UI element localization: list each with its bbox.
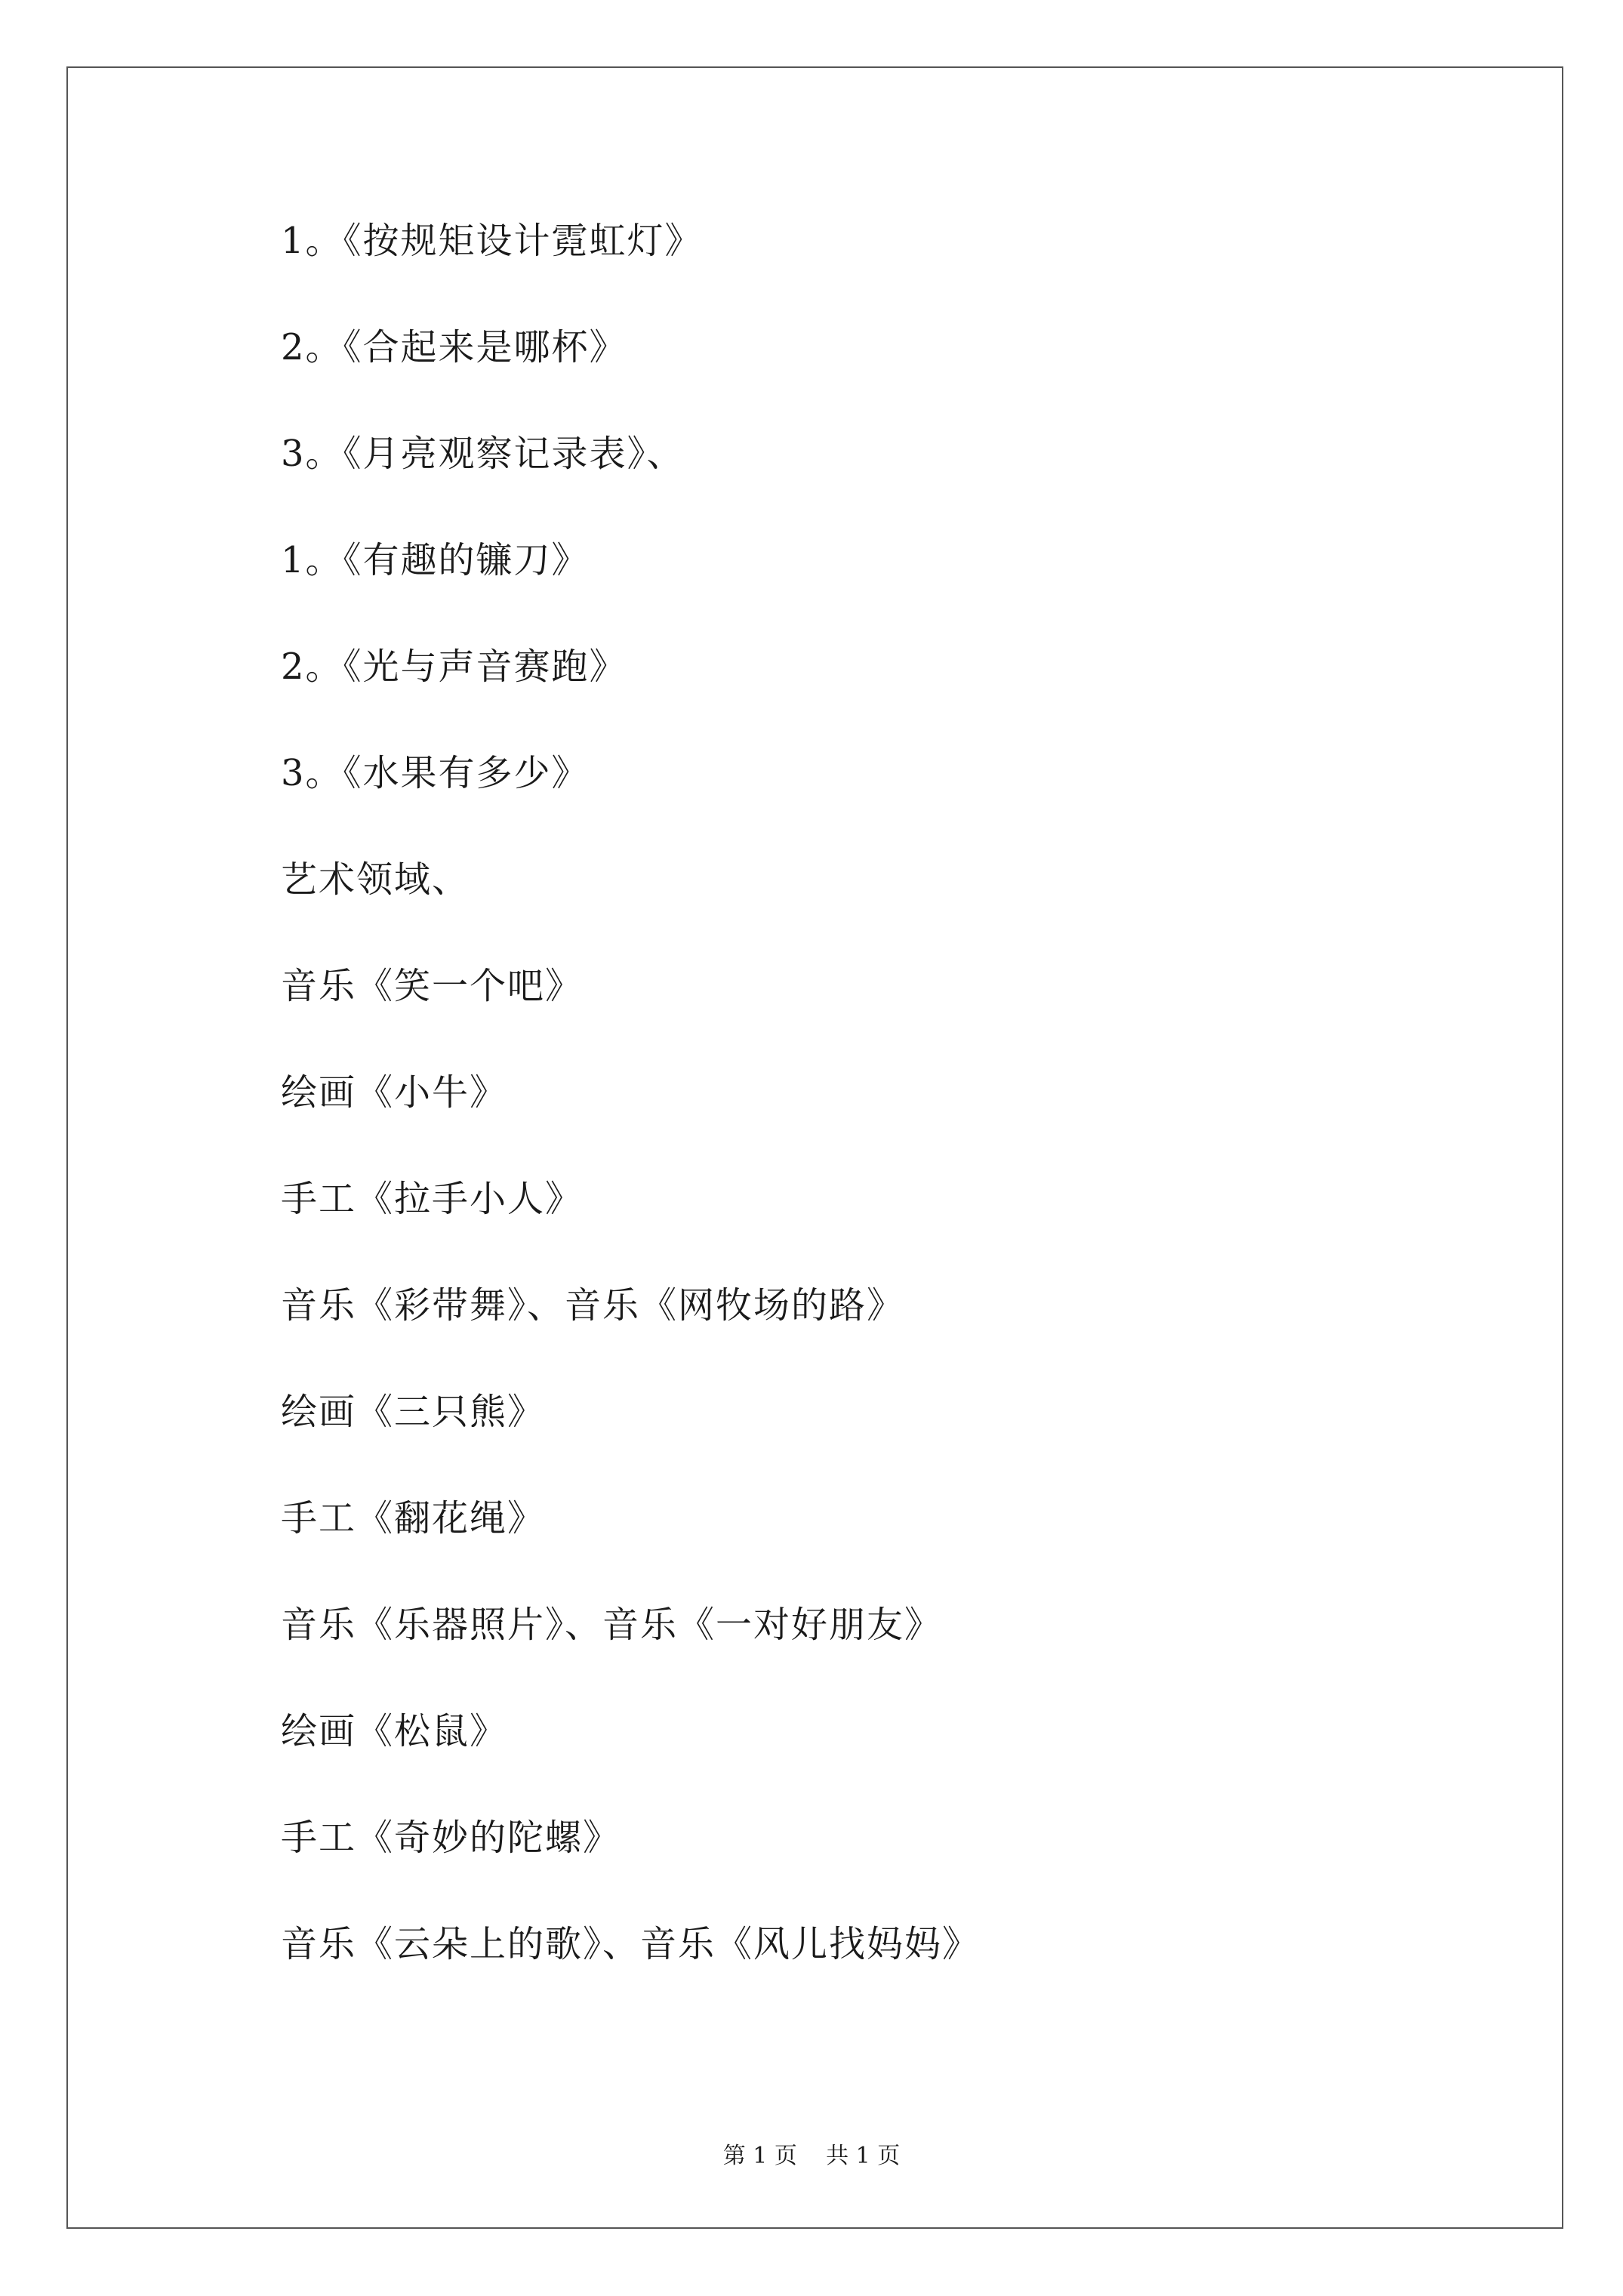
text-line-8: 音乐《笑一个吧》 [281, 965, 584, 1007]
text-line-15: 绘画《松鼠》 [281, 1710, 508, 1752]
text-line-4: 1。《有趣的镰刀》 [281, 539, 590, 581]
text-line-14: 音乐《乐器照片》、音乐《一对好朋友》 [281, 1604, 943, 1646]
text-line-10: 手工《拉手小人》 [281, 1178, 584, 1220]
text-line-9: 绘画《小牛》 [281, 1071, 508, 1114]
text-line-11: 音乐《彩带舞》、音乐《网牧场的路》 [281, 1284, 905, 1327]
text-line-5: 2。《光与声音赛跑》 [281, 646, 627, 688]
text-line-13: 手工《翻花绳》 [281, 1497, 546, 1539]
text-line-2: 2。《合起来是哪杯》 [281, 326, 627, 368]
text-line-12: 绘画《三只熊》 [281, 1391, 546, 1433]
text-line-1: 1。《按规矩设计霓虹灯》 [281, 220, 703, 262]
document-body [281, 220, 1489, 2032]
text-line-6: 3。《水果有多少》 [281, 752, 590, 794]
section-heading-art: 艺术领域、 [281, 858, 470, 901]
text-line-3: 3。《月亮观察记录表》、 [281, 433, 685, 475]
text-line-16: 手工《奇妙的陀螺》 [281, 1817, 621, 1859]
text-line-17: 音乐《云朵上的歌》、音乐《风儿找妈妈》 [281, 1923, 981, 1965]
page-number-footer: 第 1 页 共 1 页 [722, 2143, 901, 2169]
